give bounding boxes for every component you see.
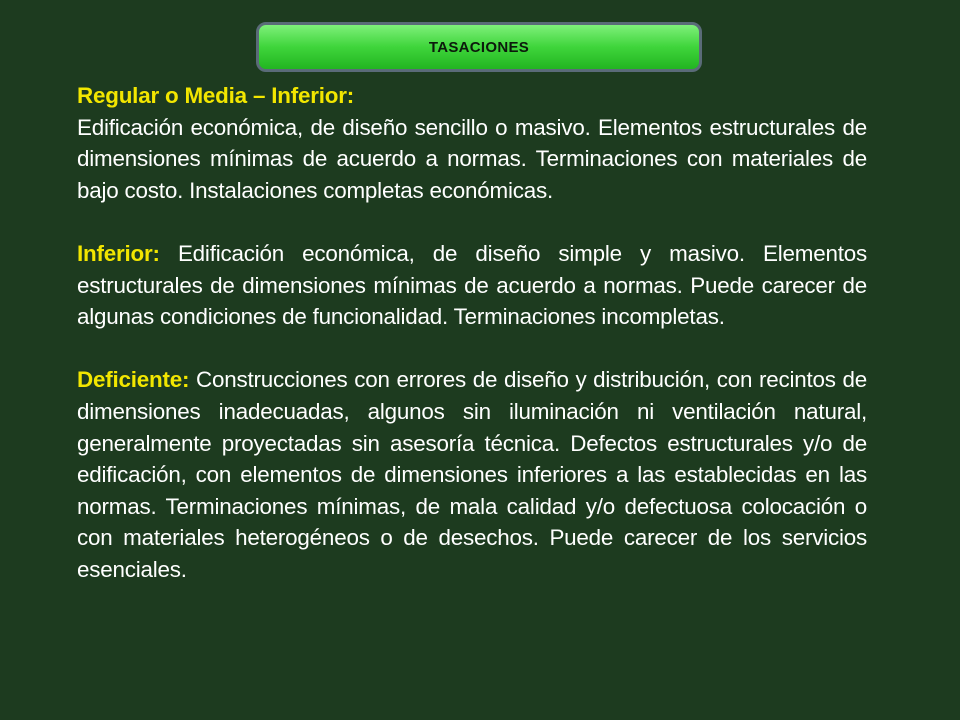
section-heading: Regular o Media – Inferior: — [77, 83, 355, 108]
paragraph-spacer — [77, 206, 867, 238]
slide-title: TASACIONES — [428, 38, 530, 56]
section-inferior — [77, 238, 867, 333]
paragraph-spacer — [77, 333, 867, 365]
section-text: Construcciones con errores de diseño y distribución, con recintos de dimensiones inadecuadas, algunos sin iluminación ni ventilación natural, generalmente proyectadas sin asesoría técnica. Defectos estructurales y/o de edificación, con elementos de dimensiones inferiores a las establecidas en las normas. Terminaciones mínimas, de mala calidad y/o defectuosa colocación o con materiales heterogéneos o de desechos. Puede carecer de los servicios esenciales. — [77, 367, 867, 582]
section-heading: Deficiente: — [77, 367, 190, 393]
title-banner — [256, 22, 702, 72]
section-regular-media-inferior — [77, 80, 867, 206]
section-deficiente — [77, 364, 867, 585]
section-text: Edificación económica, de diseño simple y masivo. Elementos estructurales de dimensiones mínimas de acuerdo a normas. Puede carecer de algunas condiciones de funcionalidad. Terminaciones incompletas. — [77, 240, 867, 330]
slide-content — [77, 80, 867, 586]
section-heading: Inferior: — [77, 240, 160, 266]
section-text: Edificación económica, de diseño sencillo o masivo. Elementos estructurales de dimensiones mínimas de acuerdo a normas. Terminaciones con materiales de bajo costo. Instalaciones completas económicas. — [77, 114, 867, 203]
